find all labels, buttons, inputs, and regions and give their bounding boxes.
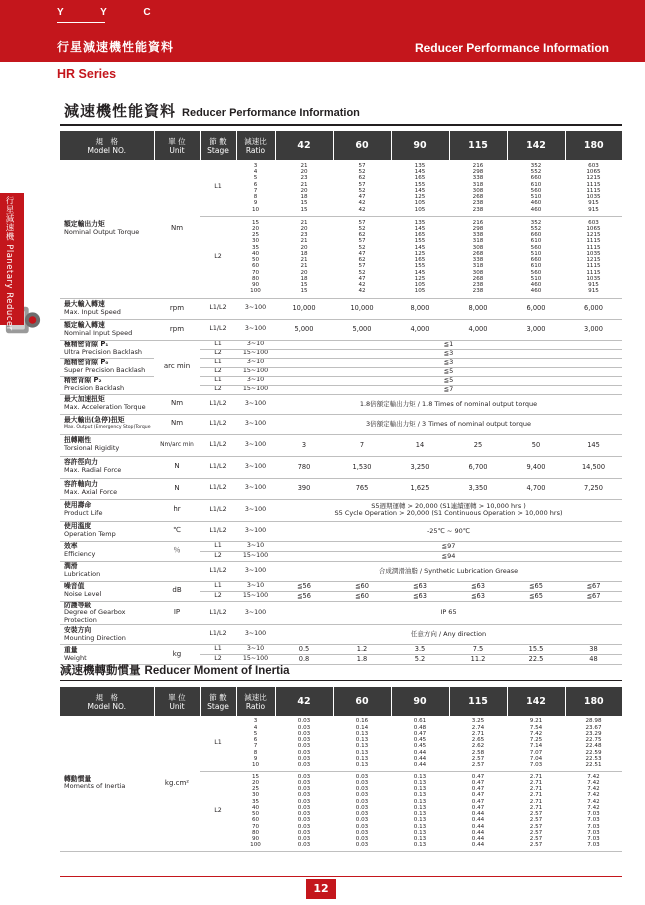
row-value: 3,250 <box>391 456 449 478</box>
row-value: 11.2 <box>449 655 507 665</box>
row-stage: L1/L2 <box>200 521 236 541</box>
row-value: 48 <box>565 655 622 665</box>
torque-values: 352 552 660 610 560 510 660 610 560 510 460 460 <box>507 216 565 298</box>
table-row <box>60 561 622 581</box>
table-row <box>60 414 622 434</box>
row-unit: hr <box>154 499 200 521</box>
col-frame: 60 <box>333 687 391 716</box>
col-frame: 115 <box>449 131 507 160</box>
row-label: 扭轉剛性 Torsional Rigidity <box>60 434 154 456</box>
section-title-en: Reducer Performance Information <box>182 107 360 119</box>
row-label: 效率 Efficiency <box>60 541 154 561</box>
row-ratio: 3~100 <box>236 456 275 478</box>
row-value: ≦63 <box>391 591 449 601</box>
table-header-row <box>60 687 622 716</box>
row-value: 22.5 <box>507 655 565 665</box>
row-ratio: 3~100 <box>236 521 275 541</box>
ratio-list: 3 4 5 6 7 8 9 10 <box>236 160 275 216</box>
row-value: ≦65 <box>507 591 565 601</box>
row-unit: Nm/arc min <box>154 434 200 456</box>
header-title-cn: 行星減速機性能資料 <box>57 40 175 54</box>
row-ratio: 15~100 <box>236 367 275 376</box>
row-stage: L1/L2 <box>200 319 236 340</box>
row-span-value: 3倍額定輸出力矩 / 3 Times of nominal output torque <box>275 414 622 434</box>
col-frame: 180 <box>565 687 622 716</box>
stage-l1: L1 <box>200 160 236 216</box>
row-value: ≦67 <box>565 591 622 601</box>
torque-values: 57 52 62 57 52 47 42 42 <box>333 160 391 216</box>
col-frame: 90 <box>391 687 449 716</box>
row-span-value: -25℃ ~ 90℃ <box>275 521 622 541</box>
section-title-cn: 減速機性能資料 <box>64 102 177 120</box>
row-value: 38 <box>565 645 622 655</box>
row-value: ≦56 <box>275 591 333 601</box>
table-row <box>60 394 622 414</box>
row-value: 9,400 <box>507 456 565 478</box>
row-value: 0.8 <box>275 655 333 665</box>
row-ratio: 3~100 <box>236 434 275 456</box>
row-unit: N <box>154 456 200 478</box>
inertia-values: 0.03 0.03 0.03 0.03 0.03 0.03 0.03 0.03 0.03 0.03 0.03 0.03 <box>275 771 333 851</box>
stage-l2: L2 <box>200 216 236 298</box>
torque-values: 603 1065 1215 1115 1115 1035 915 915 <box>565 160 622 216</box>
row-value: 1.2 <box>333 645 391 655</box>
row-value: ≦63 <box>391 581 449 591</box>
inertia-values: 0.03 0.03 0.03 0.03 0.03 0.03 0.03 0.03 0.03 0.03 0.03 0.03 <box>333 771 391 851</box>
col-ratio: 減速比 Ratio <box>236 687 275 716</box>
row-unit: Nm <box>154 394 200 414</box>
col-frame: 42 <box>275 687 333 716</box>
row-ratio: 3~10 <box>236 645 275 655</box>
row-stage: L1 <box>200 541 236 551</box>
row-unit: Nm <box>154 414 200 434</box>
row-stage: L2 <box>200 367 236 376</box>
table-row <box>60 298 622 319</box>
row-unit: N <box>154 478 200 499</box>
row-label: 容許軸向力 Max. Axial Force <box>60 478 154 499</box>
backlash-value: ≦3 <box>275 349 622 358</box>
row-ratio: 15~100 <box>236 385 275 394</box>
col-ratio: 減速比 Ratio <box>236 131 275 160</box>
row-stage: L1/L2 <box>200 456 236 478</box>
col-frame: 90 <box>391 131 449 160</box>
inertia-values: 0.03 0.03 0.03 0.03 0.03 0.03 0.03 0.03 <box>275 716 333 771</box>
torque-values: 21 20 23 21 20 18 21 21 20 18 15 15 <box>275 216 333 298</box>
table-row <box>60 625 622 645</box>
torque-values: 216 298 338 318 308 268 338 318 308 268 238 238 <box>449 216 507 298</box>
stage-l2: L2 <box>200 771 236 851</box>
section-title-performance <box>64 100 360 121</box>
row-label: 精密背隙 P₂ Precision Backlash <box>60 376 154 394</box>
row-value: ≦67 <box>565 581 622 591</box>
row-ratio: 3~100 <box>236 601 275 625</box>
inertia-label: 轉動慣量 Moments of Inertia <box>60 716 154 851</box>
row-value: 5,000 <box>333 319 391 340</box>
row-stage: L1 <box>200 645 236 655</box>
row-label: 額定輸入轉速 Nominal Input Speed <box>60 319 154 340</box>
row-ratio: 3~100 <box>236 625 275 645</box>
row-ratio: 3~100 <box>236 414 275 434</box>
row-unit: IP <box>154 601 200 625</box>
inertia-values: 9.21 7.54 7.42 7.25 7.14 7.07 7.04 7.03 <box>507 716 565 771</box>
row-value: 1,625 <box>391 478 449 499</box>
table-row <box>60 601 622 625</box>
row-label: 最大加速扭矩 Max. Acceleration Torque <box>60 394 154 414</box>
table-row <box>60 541 622 551</box>
row-value: 765 <box>333 478 391 499</box>
row-value: 14 <box>391 434 449 456</box>
performance-table <box>60 131 622 665</box>
page-number: 12 <box>306 879 336 899</box>
row-value: 6,700 <box>449 456 507 478</box>
row-ratio: 15~100 <box>236 655 275 665</box>
row-span-value: S5週期運轉 > 20,000 (S1連續運轉 > 10,000 hrs ) S5 Cycle Operation > 20,000 (S1 Continuous Operation > 10,000 hrs) <box>275 499 622 521</box>
row-stage: L1/L2 <box>200 561 236 581</box>
col-frame: 115 <box>449 687 507 716</box>
row-ratio: 3~10 <box>236 376 275 385</box>
row-value: 7.5 <box>449 645 507 655</box>
row-stage: L2 <box>200 591 236 601</box>
table-row <box>60 499 622 521</box>
row-value: ≦60 <box>333 581 391 591</box>
row-stage: L1/L2 <box>200 394 236 414</box>
row-ratio: 3~100 <box>236 394 275 414</box>
row-ratio: 3~100 <box>236 319 275 340</box>
row-stage: L1/L2 <box>200 414 236 434</box>
row-value: 14,500 <box>565 456 622 478</box>
col-frame: 142 <box>507 131 565 160</box>
row-value: 3.5 <box>391 645 449 655</box>
row-value: 4,000 <box>449 319 507 340</box>
torque-values: 603 1065 1215 1115 1115 1035 1215 1115 1115 1035 915 915 <box>565 216 622 298</box>
row-ratio: 3~10 <box>236 340 275 349</box>
col-unit: 單 位 Unit <box>154 131 200 160</box>
row-value: 5.2 <box>391 655 449 665</box>
inertia-values: 7.42 7.42 7.42 7.42 7.42 7.42 7.03 7.03 7.03 7.03 7.03 7.03 <box>565 771 622 851</box>
row-value: 3 <box>275 434 333 456</box>
row-value: 6,000 <box>565 298 622 319</box>
row-stage: L1 <box>200 581 236 591</box>
backlash-value: ≦1 <box>275 340 622 349</box>
header-title-en: Reducer Performance Information <box>414 41 609 55</box>
row-ratio: 3~10 <box>236 541 275 551</box>
row-value: 25 <box>449 434 507 456</box>
row-value: 50 <box>507 434 565 456</box>
col-frame: 142 <box>507 687 565 716</box>
table-row <box>60 521 622 541</box>
stage-l1: L1 <box>200 716 236 771</box>
col-stage: 節 數 Stage <box>200 131 236 160</box>
row-value: 0.5 <box>275 645 333 655</box>
inertia-values: 0.13 0.13 0.13 0.13 0.13 0.13 0.13 0.13 0.13 0.13 0.13 0.13 <box>391 771 449 851</box>
row-span-value: ≦94 <box>275 551 622 561</box>
row-stage: L1 <box>200 376 236 385</box>
row-label: 最大輸入轉速 Max. Input Speed <box>60 298 154 319</box>
row-stage: L1/L2 <box>200 625 236 645</box>
row-unit: rpm <box>154 319 200 340</box>
row-stage: L1 <box>200 340 236 349</box>
row-value: 1.8 <box>333 655 391 665</box>
footer-line <box>60 876 622 877</box>
backlash-value: ≦5 <box>275 367 622 376</box>
backlash-value: ≦5 <box>275 376 622 385</box>
row-value: 780 <box>275 456 333 478</box>
col-frame: 42 <box>275 131 333 160</box>
backlash-unit: arc min <box>154 340 200 394</box>
side-tab-label: 行星減速機 Planetary Reducer <box>4 196 14 331</box>
col-model: 規 格 Model NO. <box>60 131 154 160</box>
row-span-value: IP 65 <box>275 601 622 625</box>
row-stage: L2 <box>200 655 236 665</box>
section-title-en: Reducer Moment of Inertia <box>144 665 290 677</box>
table-row <box>60 319 622 340</box>
row-value: 8,000 <box>449 298 507 319</box>
backlash-value: ≦3 <box>275 358 622 367</box>
col-model: 規 格 Model NO. <box>60 687 154 716</box>
row-unit <box>154 561 200 581</box>
row-value: ≦63 <box>449 591 507 601</box>
row-label: 最大輸出(急停)扭矩 Max. Output (Emergency Stop)Torque <box>60 414 154 434</box>
row-label: 潤滑 Lubrication <box>60 561 154 581</box>
row-value: ≦56 <box>275 581 333 591</box>
torque-unit: Nm <box>154 160 200 298</box>
inertia-values: 0.61 0.48 0.47 0.45 0.45 0.44 0.44 0.44 <box>391 716 449 771</box>
torque-label: 額定輸出力矩 Nominal Output Torque <box>60 160 154 298</box>
row-stage: L2 <box>200 385 236 394</box>
torque-values: 135 145 165 155 145 125 105 105 <box>391 160 449 216</box>
row-span-value: 合成潤滑油脂 / Synthetic Lubrication Grease <box>275 561 622 581</box>
row-stage: L2 <box>200 551 236 561</box>
row-value: 15.5 <box>507 645 565 655</box>
row-span-value: 任意方向 / Any direction <box>275 625 622 645</box>
section-title-inertia <box>60 662 290 678</box>
row-stage: L1/L2 <box>200 499 236 521</box>
ratio-list: 15 20 25 30 35 40 50 60 70 80 90 100 <box>236 771 275 851</box>
row-value: ≦60 <box>333 591 391 601</box>
inertia-values: 28.98 23.67 23.29 22.75 22.48 22.59 22.53 22.51 <box>565 716 622 771</box>
row-label: 重量 Weight <box>60 645 154 665</box>
row-stage: L2 <box>200 349 236 358</box>
table-row <box>60 456 622 478</box>
brand-underline <box>57 22 105 23</box>
row-value: 10,000 <box>333 298 391 319</box>
header-bar <box>0 0 645 62</box>
row-stage: L1/L2 <box>200 434 236 456</box>
row-ratio: 3~10 <box>236 581 275 591</box>
row-value: ≦63 <box>449 581 507 591</box>
row-unit: dB <box>154 581 200 601</box>
row-unit: kg <box>154 645 200 665</box>
col-frame: 60 <box>333 131 391 160</box>
row-value: 8,000 <box>391 298 449 319</box>
table-row <box>60 581 622 591</box>
col-stage: 節 數 Stage <box>200 687 236 716</box>
row-ratio: 3~100 <box>236 561 275 581</box>
row-ratio: 3~100 <box>236 298 275 319</box>
row-stage: L1/L2 <box>200 298 236 319</box>
inertia-unit: kg.cm² <box>154 716 200 851</box>
row-ratio: 3~100 <box>236 499 275 521</box>
row-label: 容許徑向力 Max. Radial Force <box>60 456 154 478</box>
section-divider <box>60 680 622 681</box>
row-value: 10,000 <box>275 298 333 319</box>
row-unit: ℃ <box>154 521 200 541</box>
row-value: 1,530 <box>333 456 391 478</box>
row-span-value: ≦97 <box>275 541 622 551</box>
row-value: 390 <box>275 478 333 499</box>
inertia-values: 0.16 0.14 0.13 0.13 0.13 0.13 0.13 0.13 <box>333 716 391 771</box>
row-unit: rpm <box>154 298 200 319</box>
row-label: 超精密背隙 P₀ Super Precision Backlash <box>60 358 154 376</box>
row-stage: L1/L2 <box>200 601 236 625</box>
row-stage: L1/L2 <box>200 478 236 499</box>
col-frame: 180 <box>565 131 622 160</box>
torque-values: 135 145 165 155 145 125 165 155 145 125 105 105 <box>391 216 449 298</box>
row-value: 4,700 <box>507 478 565 499</box>
row-label: 使用壽命 Product Life <box>60 499 154 521</box>
col-unit: 單 位 Unit <box>154 687 200 716</box>
section-divider <box>60 124 622 126</box>
row-value: 145 <box>565 434 622 456</box>
torque-values: 57 52 62 57 52 47 62 57 52 47 42 42 <box>333 216 391 298</box>
row-label: 防護等級 Degree of Gearbox Protection <box>60 601 154 625</box>
row-value: 7,250 <box>565 478 622 499</box>
row-ratio: 15~100 <box>236 591 275 601</box>
ratio-list: 15 20 25 30 35 40 50 60 70 80 90 100 <box>236 216 275 298</box>
table-header-row <box>60 131 622 160</box>
row-unit: ％ <box>154 541 200 561</box>
row-ratio: 3~10 <box>236 358 275 367</box>
row-label: 極精密背隙 P₁ Ultra Precision Backlash <box>60 340 154 358</box>
backlash-row <box>60 340 622 349</box>
inertia-values: 3.25 2.74 2.71 2.65 2.62 2.58 2.57 2.57 <box>449 716 507 771</box>
row-label: 安裝方向 Mounting Direction <box>60 625 154 645</box>
backlash-row <box>60 376 622 385</box>
table-row <box>60 645 622 655</box>
torque-values: 21 20 23 21 20 18 15 15 <box>275 160 333 216</box>
row-label: 使用溫度 Operation Temp <box>60 521 154 541</box>
row-value: 4,000 <box>391 319 449 340</box>
row-ratio: 15~100 <box>236 551 275 561</box>
row-unit <box>154 625 200 645</box>
brand-logo: Y Y C <box>57 7 168 18</box>
table-row <box>60 434 622 456</box>
row-value: ≦65 <box>507 581 565 591</box>
row-ratio: 15~100 <box>236 349 275 358</box>
backlash-row <box>60 358 622 367</box>
row-value: 3,350 <box>449 478 507 499</box>
row-ratio: 3~100 <box>236 478 275 499</box>
row-value: 3,000 <box>507 319 565 340</box>
backlash-value: ≦7 <box>275 385 622 394</box>
inertia-row-l1 <box>60 716 622 771</box>
row-value: 7 <box>333 434 391 456</box>
inertia-values: 0.47 0.47 0.47 0.47 0.47 0.47 0.44 0.44 0.44 0.44 0.44 0.44 <box>449 771 507 851</box>
row-value: 3,000 <box>565 319 622 340</box>
row-stage: L1 <box>200 358 236 367</box>
row-value: 6,000 <box>507 298 565 319</box>
inertia-table <box>60 687 622 852</box>
series-title: HR Series <box>57 67 117 81</box>
table-row <box>60 478 622 499</box>
row-value: 5,000 <box>275 319 333 340</box>
torque-row-l1 <box>60 160 622 216</box>
row-span-value: 1.8倍額定輸出力矩 / 1.8 Times of nominal output torque <box>275 394 622 414</box>
inertia-values: 2.71 2.71 2.71 2.71 2.71 2.71 2.57 2.57 2.57 2.57 2.57 2.57 <box>507 771 565 851</box>
row-label: 噪音值 Noise Level <box>60 581 154 601</box>
section-title-cn: 減速機轉動慣量 <box>60 663 141 677</box>
torque-values: 216 298 338 318 308 268 238 238 <box>449 160 507 216</box>
ratio-list: 3 4 5 6 7 8 9 10 <box>236 716 275 771</box>
torque-values: 352 552 660 610 560 510 460 460 <box>507 160 565 216</box>
